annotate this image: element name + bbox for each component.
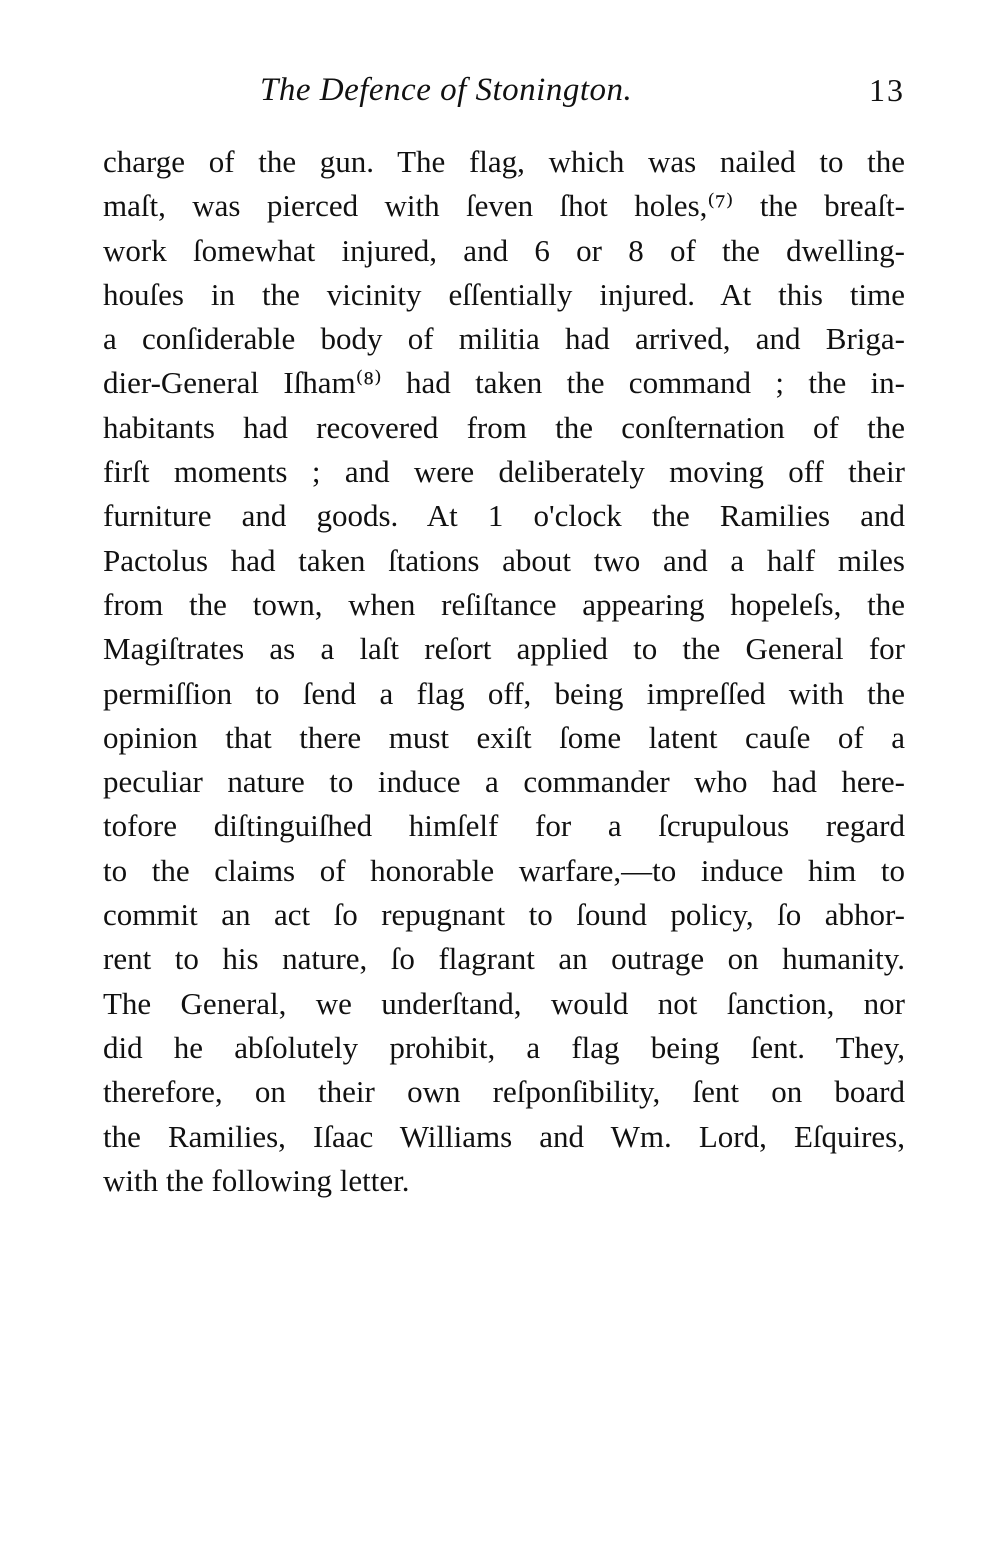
text-line: rent to his nature, ſo flagrant an outrage on humanity.	[103, 941, 905, 977]
text-line: tofore diſtinguiſhed himſelf for a ſcrupulous regard	[103, 808, 905, 844]
text-line: with the following letter.	[103, 1162, 410, 1198]
text-line: did he abſolutely prohibit, a flag being ſent. They,	[103, 1029, 905, 1065]
text-line: Pactolus had taken ſtations about two and a half miles	[103, 542, 905, 578]
text-line: therefore, on their own reſponſibility, ſent on board	[103, 1074, 905, 1110]
text-line: opinion that there must exiſt ſome latent cauſe of a	[103, 719, 905, 755]
text-line: habitants had recovered from the conſternation of the	[103, 409, 905, 445]
text-line: furniture and goods. At 1 o'clock the Ramilies and	[103, 498, 905, 534]
text-line: commit an act ſo repugnant to ſound policy, ſo abhor-	[103, 897, 905, 933]
page-number: 13	[869, 72, 905, 108]
text-line: permiſſion to ſend a flag off, being impreſſed with the	[103, 675, 905, 711]
text-line: Magiſtrates as a laſt reſort applied to the General for	[103, 631, 905, 667]
text-line: dier-General Iſham⁽⁸⁾ had taken the command ; the in-	[103, 365, 905, 401]
text-line: charge of the gun. The flag, which was nailed to the	[103, 144, 905, 179]
text-line: a conſiderable body of militia had arrived, and Briga-	[103, 321, 905, 357]
text-line: peculiar nature to induce a commander who had here-	[103, 764, 905, 800]
text-line: The General, we underſtand, would not ſanction, nor	[103, 985, 905, 1021]
text-line: houſes in the vicinity eſſentially injured. At this time	[103, 276, 905, 312]
text-line: firſt moments ; and were deliberately moving off their	[103, 454, 905, 490]
text-line: from the town, when reſiſtance appearing hopeleſs, the	[103, 586, 905, 622]
text-line: to the claims of honorable warfare,—to induce him to	[103, 852, 905, 888]
page-header	[103, 72, 905, 116]
text-line: work ſomewhat injured, and 6 or 8 of the dwelling-	[103, 232, 905, 268]
running-title: The Defence of Stonington.	[260, 72, 633, 108]
text-line: maſt, was pierced with ſeven ſhot holes,⁽⁷⁾ the breaſt-	[103, 188, 905, 224]
text-line: the Ramilies, Iſaac Williams and Wm. Lord, Eſquires,	[103, 1118, 905, 1154]
body-text	[103, 140, 905, 1203]
